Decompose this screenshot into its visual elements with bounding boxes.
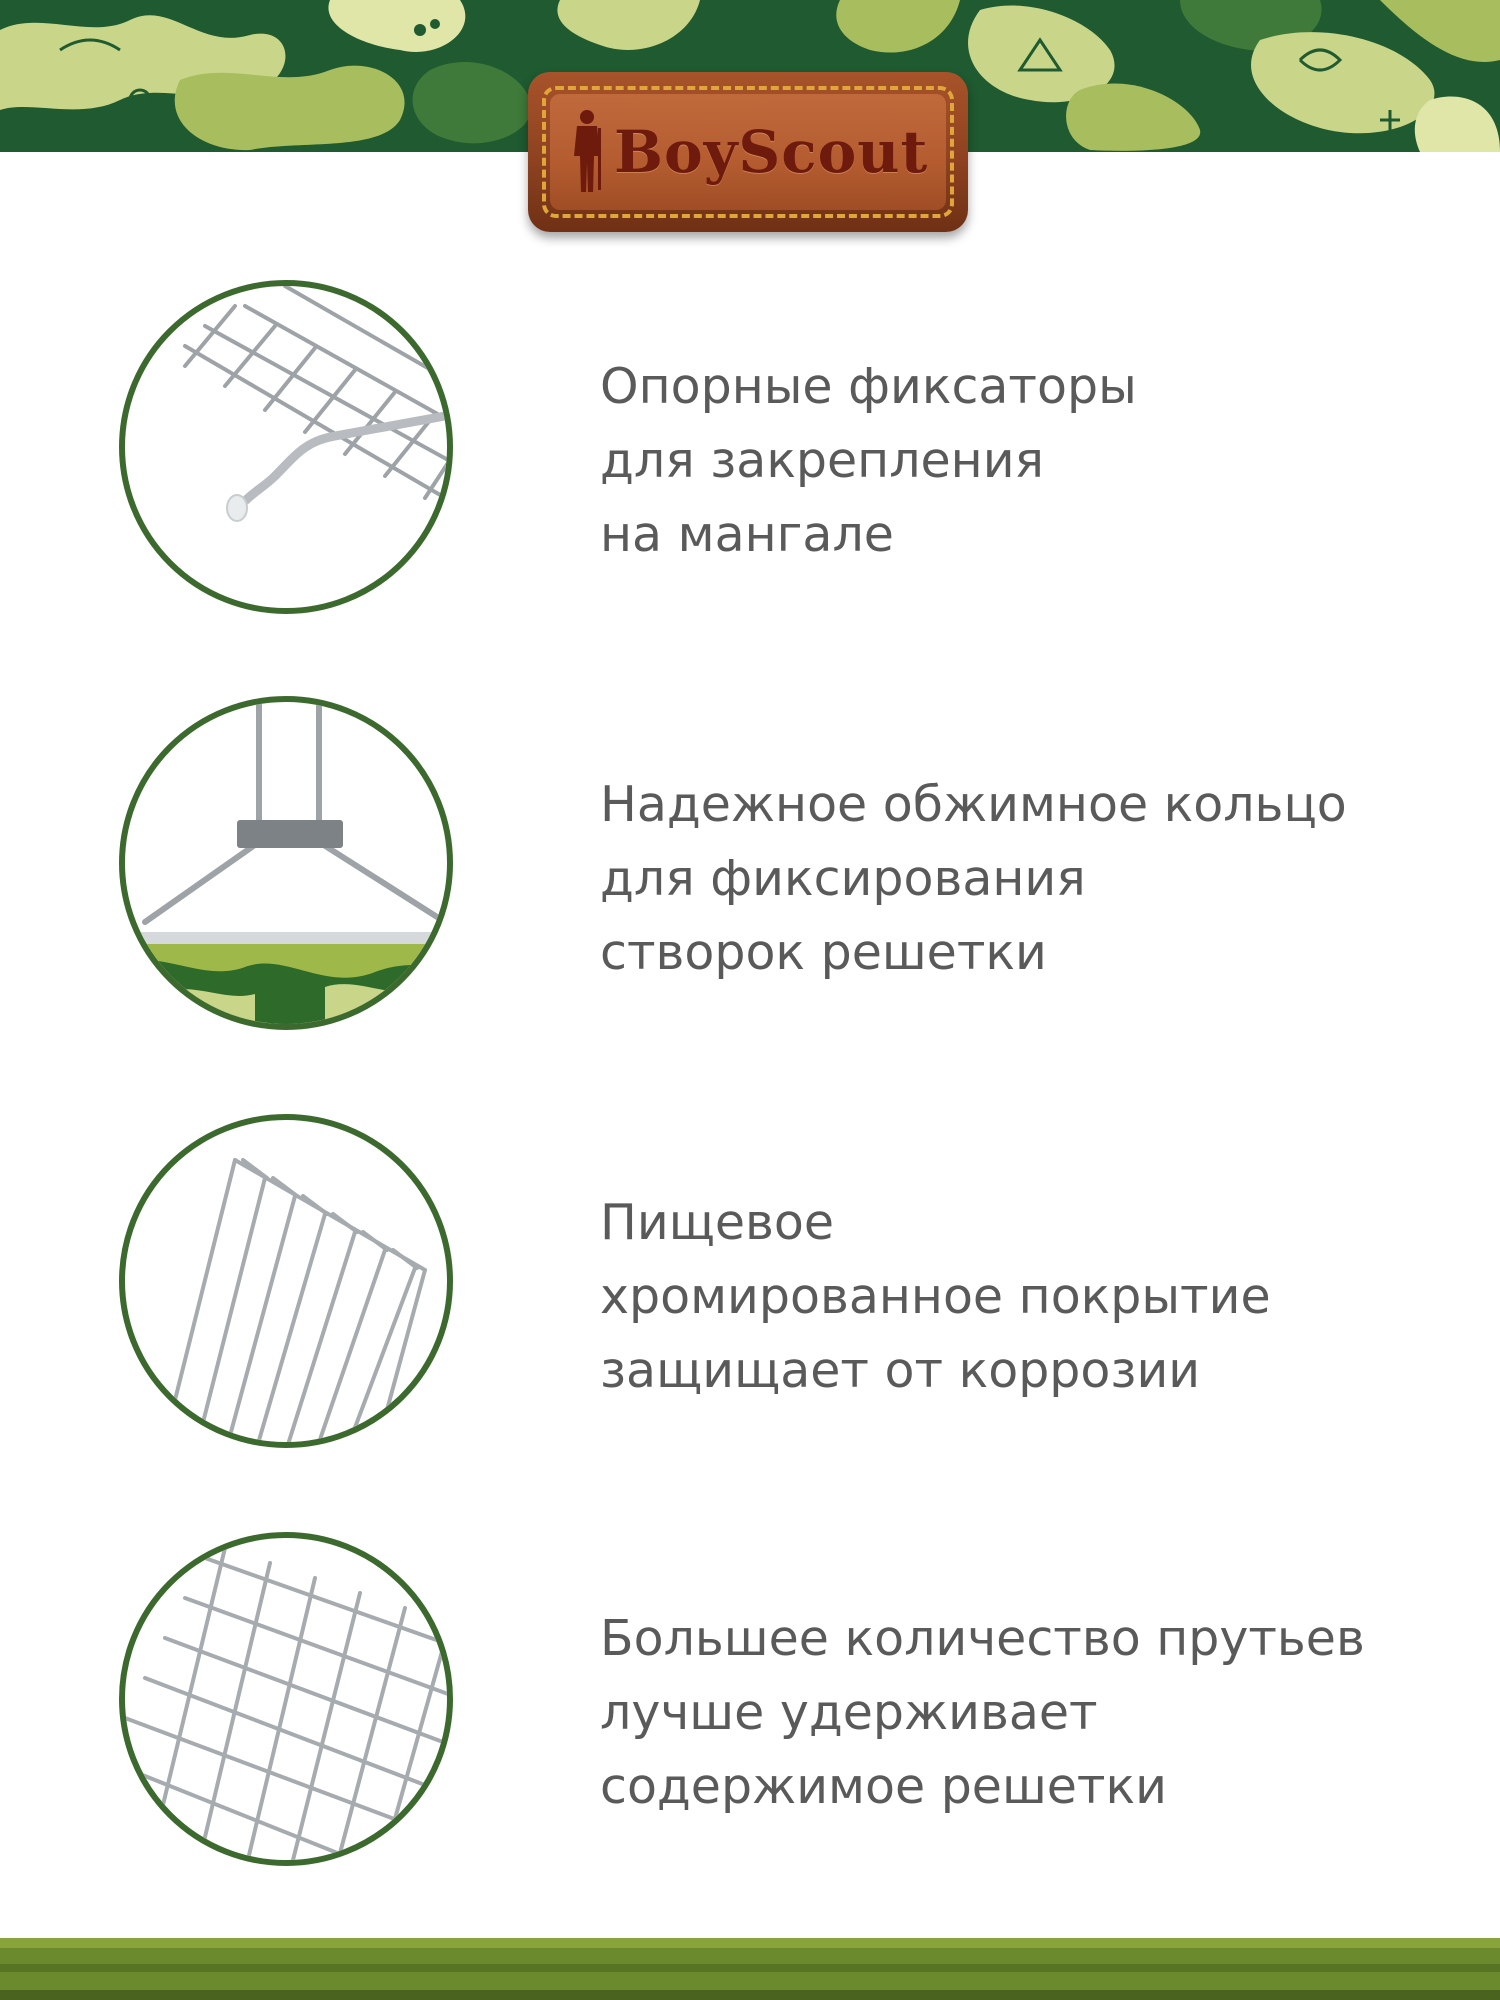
chrome-wire-grate-illustration [125, 1120, 453, 1448]
brand-logo-patch [528, 72, 968, 232]
feature-support-hooks [0, 280, 1500, 640]
fabric-texture [0, 1938, 1500, 2000]
feature-image-crimp-ring [119, 696, 453, 1030]
feature-line: Надежное обжимное кольцо [600, 776, 1347, 833]
feature-image-dense-mesh [119, 1532, 453, 1866]
feature-line: створок решетки [600, 924, 1047, 981]
feature-line: хромированное покрытие [600, 1268, 1271, 1325]
feature-line: защищает от коррозии [600, 1342, 1201, 1399]
bottom-fabric-stripe [0, 1938, 1500, 2000]
feature-line: Большее количество прутьев [600, 1610, 1365, 1667]
feature-description [600, 350, 1460, 572]
crimp-ring-handle-illustration [125, 702, 453, 1030]
feature-line: для фиксирования [600, 850, 1086, 907]
feature-image-support-hook [119, 280, 453, 614]
feature-crimp-ring [0, 696, 1500, 1056]
feature-description [600, 1186, 1460, 1408]
feature-chrome-coating [0, 1114, 1500, 1474]
feature-description [600, 1602, 1460, 1824]
feature-description [600, 768, 1460, 990]
brand-name: BoyScout [614, 118, 929, 186]
grill-support-hook-illustration [125, 286, 453, 614]
feature-more-rods [0, 1532, 1500, 1892]
feature-line: для закрепления [600, 432, 1045, 489]
feature-line: Пищевое [600, 1194, 834, 1251]
dense-wire-mesh-illustration [125, 1538, 453, 1866]
feature-line: лучше удерживает [600, 1684, 1098, 1741]
feature-line: на мангале [600, 506, 894, 563]
feature-line: Опорные фиксаторы [600, 358, 1137, 415]
feature-line: содержимое решетки [600, 1758, 1167, 1815]
feature-image-chrome-grate [119, 1114, 453, 1448]
scout-figure-icon [568, 108, 606, 194]
